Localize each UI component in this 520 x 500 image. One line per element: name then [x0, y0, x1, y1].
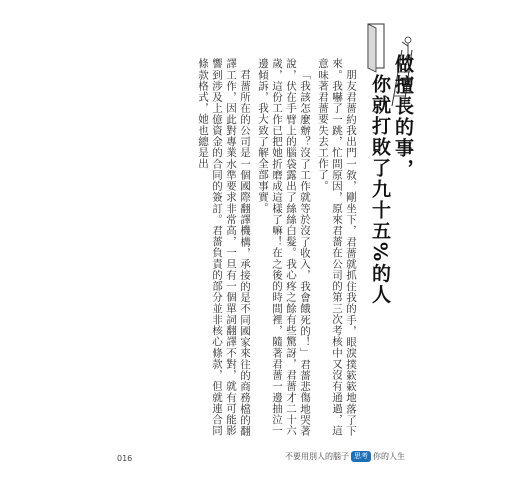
paragraph: 朋友君薔約我出門一敘，剛坐下，君薔就抓住我的手，眼淚撲簌簌地落了下來。我嚇了一跳，忙問原因，原來君薔在公司的第三次考核中又沒有通過，這意味著君薔要失去工作了。: [317, 58, 357, 436]
chapter-title-line1: 做擅長的事，: [392, 54, 414, 180]
page-number: 016: [117, 454, 133, 463]
body-text: [110, 58, 358, 436]
paragraph: 「我該怎麼辦？沒了工作就等於沒了收入，我會餓死的！」君薔悲傷地哭著說，伏在手臂上的腦袋露出了絲絲白髮。我心疼之餘有些驚訝，君薔才二十六歲，這份工作已把她折磨成這樣了嘛！在之後的時間裡，隨著君薔一邊抽泣一邊傾訴，我大致了解全部事實。: [257, 58, 311, 436]
paragraph: 君薔所在的公司是一個國際翻譯機構，承接的是不同國家來往的商務檔的翻譯工作，因此對專業水準要求非常高，一旦有一個單詞翻譯不對，就有可能影響到涉及上億資金的合同的簽訂。君薔負責的部分並非核心條款，但就連合同條款格式，她也總是出: [197, 58, 251, 436]
book-title-badge: 思考: [351, 451, 371, 462]
book-title-part1: 不要用別人的腦子: [285, 452, 349, 461]
book-title-part2: 你的人生: [373, 452, 405, 461]
running-header: [285, 451, 405, 462]
chapter-title-line2: 你就打敗了九十五%的人: [369, 74, 391, 306]
